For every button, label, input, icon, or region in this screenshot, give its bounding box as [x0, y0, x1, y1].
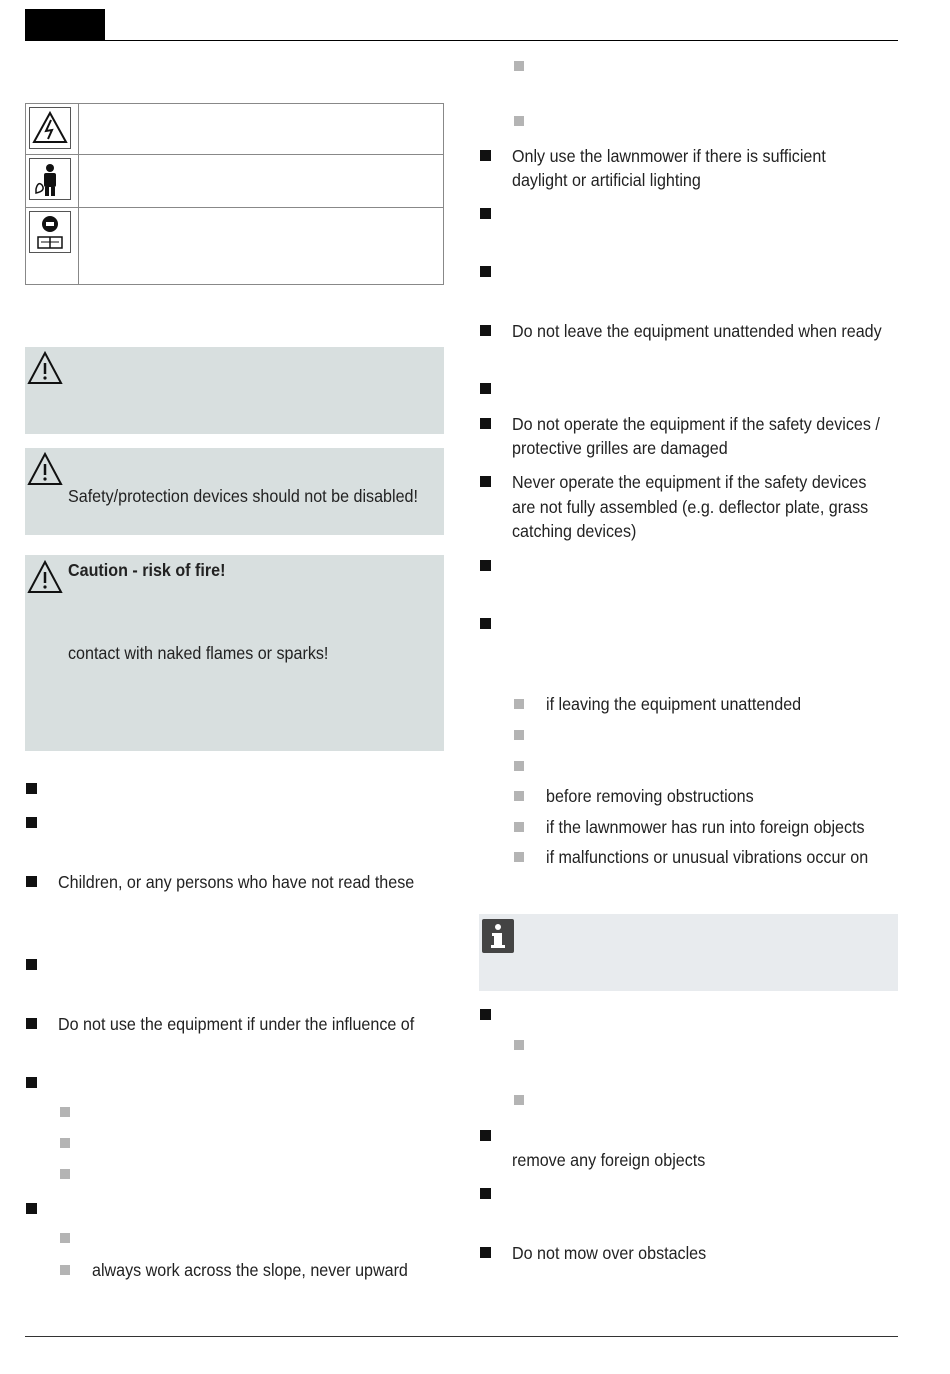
- obstacles-text: Do not mow over obstacles: [512, 1243, 707, 1263]
- bullet: [480, 476, 491, 487]
- header-black-tab: [25, 9, 105, 40]
- bullet: [26, 1203, 37, 1214]
- symbol-row: [26, 208, 443, 284]
- bullet: [480, 560, 491, 571]
- warning-box: [25, 347, 444, 434]
- bullet: [480, 1247, 491, 1258]
- slope-text: always work across the slope, never upward: [92, 1260, 408, 1280]
- foreign-objects-text: remove any foreign objects: [512, 1150, 706, 1170]
- daylight-text-line2: daylight or artificial lighting: [512, 170, 701, 190]
- symbol-cell: [26, 104, 79, 154]
- unattended-text: Do not leave the equipment unattended when ready: [512, 321, 882, 341]
- fire-warning-box: [25, 555, 444, 751]
- sub-bullet: [514, 730, 524, 740]
- fire-warning-title: Caution - risk of fire!: [68, 560, 226, 580]
- assembled-text-line1: Never operate the equipment if the safety devices: [512, 472, 867, 492]
- read-manual-icon: [29, 211, 71, 253]
- bullet: [26, 876, 37, 887]
- sub-bullet: [514, 61, 524, 71]
- warning-triangle-icon: [27, 351, 63, 385]
- footer-rule: [25, 1336, 898, 1337]
- sub-bullet: [60, 1233, 70, 1243]
- info-box: [479, 914, 898, 991]
- warning-triangle-icon: [27, 560, 63, 594]
- bullet: [480, 150, 491, 161]
- fire-warning-text: contact with naked flames or sparks!: [68, 643, 329, 663]
- bullet: [480, 1130, 491, 1141]
- bullet: [26, 1018, 37, 1029]
- sub-bullet: [514, 699, 524, 709]
- symbol-row: [26, 155, 443, 208]
- assembled-text-line2: are not fully assembled (e.g. deflector plate, grass: [512, 497, 869, 517]
- sub-bullet: [60, 1107, 70, 1117]
- damaged-text-line1: Do not operate the equipment if the safety devices /: [512, 414, 880, 434]
- sub-malfunctions-text: if malfunctions or unusual vibrations occur on: [546, 847, 869, 867]
- symbol-table: [25, 103, 444, 285]
- bullet: [480, 1009, 491, 1020]
- bullet: [480, 383, 491, 394]
- bystander-icon: [29, 158, 71, 200]
- sub-bullet: [514, 822, 524, 832]
- sub-obstructions-text: before removing obstructions: [546, 786, 754, 806]
- warning-text: Safety/protection devices should not be disabled!: [68, 486, 418, 506]
- bullet: [26, 817, 37, 828]
- sub-unattended-text: if leaving the equipment unattended: [546, 694, 802, 714]
- influence-text: Do not use the equipment if under the influence of: [58, 1014, 415, 1034]
- assembled-text-line3: catching devices): [512, 521, 637, 541]
- symbol-cell: [26, 208, 79, 284]
- bullet: [480, 266, 491, 277]
- info-icon: [482, 919, 514, 953]
- symbol-cell: [26, 155, 79, 207]
- bullet: [480, 1188, 491, 1199]
- sub-bullet: [60, 1265, 70, 1275]
- sub-bullet: [514, 791, 524, 801]
- sub-bullet: [514, 116, 524, 126]
- sub-bullet: [514, 852, 524, 862]
- sub-bullet: [514, 1040, 524, 1050]
- warning-triangle-icon: [27, 452, 63, 486]
- electric-shock-icon: [29, 107, 71, 149]
- bullet: [26, 783, 37, 794]
- bullet: [480, 208, 491, 219]
- sub-bullet: [514, 761, 524, 771]
- bullet: [480, 618, 491, 629]
- symbol-row: [26, 104, 443, 155]
- bullet: [480, 325, 491, 336]
- sub-bullet: [60, 1138, 70, 1148]
- sub-bullet: [60, 1169, 70, 1179]
- bullet: [480, 418, 491, 429]
- bullet: [26, 959, 37, 970]
- daylight-text-line1: Only use the lawnmower if there is sufficient: [512, 146, 826, 166]
- sub-foreign-text: if the lawnmower has run into foreign objects: [546, 817, 865, 837]
- bullet: [26, 1077, 37, 1088]
- warning-box: [25, 448, 444, 535]
- children-text: Children, or any persons who have not read these: [58, 872, 415, 892]
- sub-bullet: [514, 1095, 524, 1105]
- header-rule: [25, 40, 898, 41]
- damaged-text-line2: protective grilles are damaged: [512, 438, 728, 458]
